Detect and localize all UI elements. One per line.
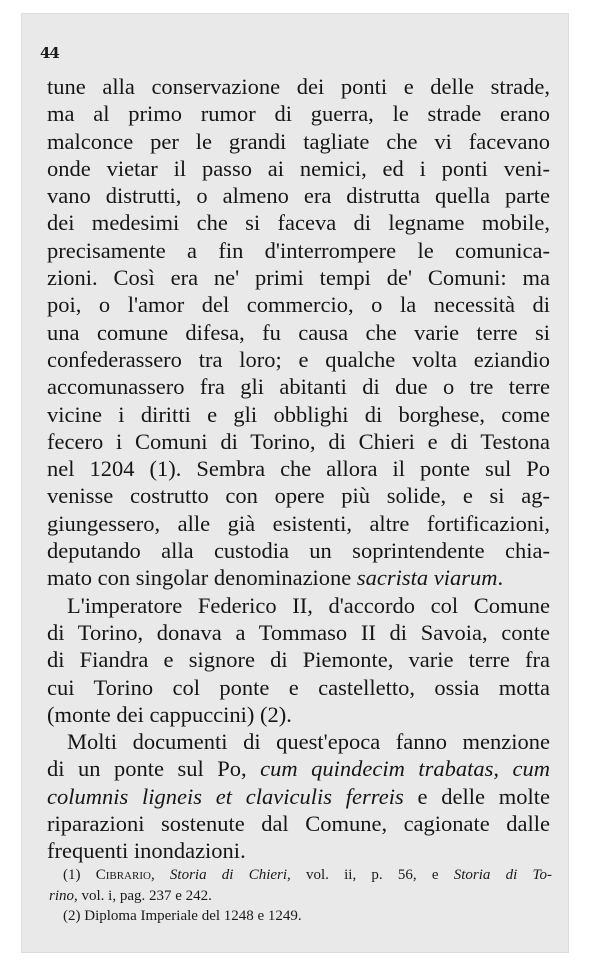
text-line: dei medesimi che si faceva di legname mobile, bbox=[47, 210, 550, 236]
text-line: zioni. Così era ne' primi tempi de' Comuni: ma bbox=[47, 265, 550, 291]
text-line: confederassero tra loro; e qualche volta eziandio bbox=[47, 346, 550, 372]
text-line: giungessero, alle già esistenti, altre fortificazioni, bbox=[47, 510, 550, 536]
text-line bbox=[47, 564, 550, 591]
text-segment: , vol. i, pag. 237 e 242. bbox=[74, 887, 212, 904]
text-segment: mato con singolar denominazione bbox=[47, 565, 357, 591]
italic-phrase: cum quindecim trabatas, cum bbox=[260, 756, 550, 782]
text-line: di Fiandra e signore di Piemonte, varie terre fra bbox=[47, 647, 550, 673]
text-line: cui Torino col ponte e castelletto, ossia motta bbox=[47, 674, 550, 700]
page-number: 44 bbox=[40, 44, 59, 62]
text-line: venisse costrutto con opere più solide, e si ag- bbox=[47, 483, 550, 509]
text-line: accomunassero fra gli abitanti di due o tre terre bbox=[47, 374, 550, 400]
text-line: vicine i diritti e gli obblighi di borghese, come bbox=[47, 401, 550, 427]
text-line: nel 1204 (1). Sembra che allora il ponte sul Po bbox=[47, 456, 550, 482]
text-segment: di un ponte sul Po, bbox=[47, 756, 261, 782]
text-line: una comune difesa, fu causa che varie terre si bbox=[47, 319, 550, 345]
text-line bbox=[47, 755, 550, 782]
paragraph-first-line: Molti documenti di quest'epoca fanno menzione bbox=[67, 729, 550, 755]
footnote-title: Storia di To- bbox=[453, 867, 552, 883]
text-line: ma al primo rumor di guerra, le strade erano bbox=[47, 101, 550, 127]
footnote-author: Cibrario bbox=[95, 867, 151, 883]
book-page bbox=[22, 14, 568, 952]
text-line bbox=[47, 783, 550, 810]
italic-phrase: sacrista viarum bbox=[356, 565, 498, 591]
italic-phrase: columnis ligneis et claviculis ferreis bbox=[47, 783, 404, 809]
text-line: malconce per le grandi tagliate che vi facevano bbox=[47, 128, 550, 154]
text-line: tune alla conservazione dei ponti e delle strade, bbox=[47, 74, 550, 99]
text-line: vano distrutti, o almeno era distrutta quella parte bbox=[47, 183, 550, 209]
body-text bbox=[47, 73, 550, 865]
footnote-1-continued bbox=[49, 886, 552, 907]
footnote-marker: (1) bbox=[63, 867, 96, 883]
text-line: riparazioni sostenute dal Comune, cagionate dalle bbox=[47, 811, 550, 837]
footnote-1 bbox=[49, 865, 552, 886]
text-segment: , vol. ii, p. 56, e bbox=[287, 867, 454, 883]
text-line: (monte dei cappuccini) (2). bbox=[47, 701, 292, 727]
text-line: fecero i Comuni di Torino, di Chieri e di Testona bbox=[47, 428, 550, 454]
footnote-title: Storia di Chieri bbox=[169, 867, 288, 883]
text-line: di Torino, donava a Tommaso II di Savoia, conte bbox=[47, 619, 550, 645]
text-line: poi, o l'amor del commercio, o la necessità di bbox=[47, 292, 550, 318]
text-segment: , bbox=[150, 867, 170, 883]
footnote-title: rino bbox=[49, 887, 75, 904]
text-segment: . bbox=[497, 565, 504, 591]
text-line: frequenti inondazioni. bbox=[47, 838, 246, 864]
paragraph-first-line: L'imperatore Federico II, d'accordo col Comune bbox=[67, 592, 550, 618]
text-segment: e delle molte bbox=[403, 783, 551, 809]
footnotes bbox=[49, 865, 552, 927]
footnote-2: (2) Diploma Imperiale del 1248 e 1249. bbox=[63, 908, 302, 924]
text-line: onde vietar il passo ai nemici, ed i ponti veni- bbox=[47, 155, 550, 181]
text-line: precisamente a fin d'interrompere le comunica- bbox=[47, 237, 550, 263]
text-line: deputando alla custodia un soprintendente chia- bbox=[47, 538, 550, 564]
